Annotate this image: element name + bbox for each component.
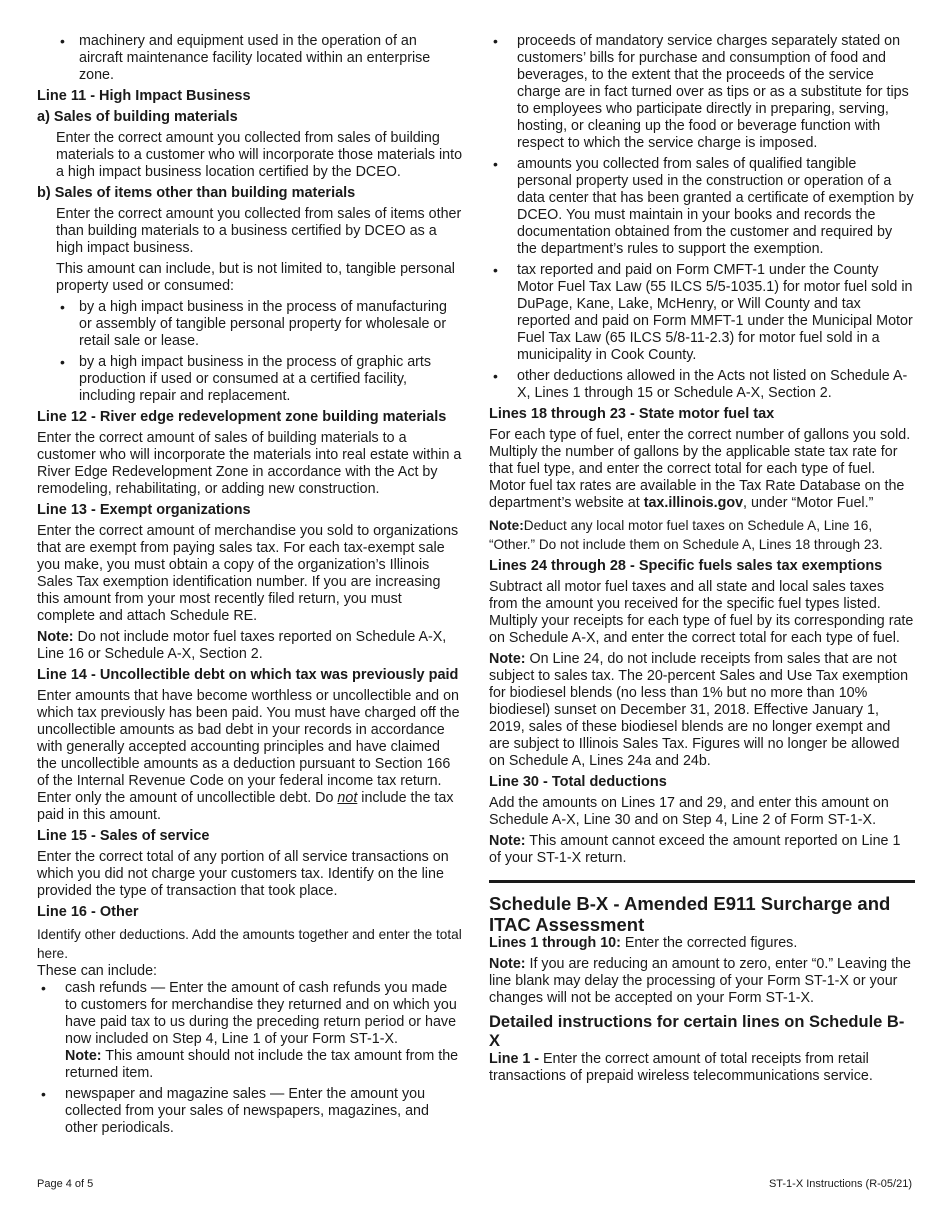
list-item: • tax reported and paid on Form CMFT-1 under the County Motor Fuel Tax Law (55 ILCS 5/5-1035.1) for motor fuel sold in DuPage, Kane, Lake, McHenry, or Will County and tax reported and paid on Form MMFT-1 under the Municipal Motor Fuel Tax Law (65 ILCS 5/8-11-2.3) for motor fuel sold in a municipality in Cook County. xyxy=(489,262,915,364)
schedule-bx-heading: Schedule B-X - Amended E911 Surcharge and ITAC Assessment xyxy=(489,893,891,935)
line16-bullet-list xyxy=(37,980,463,1137)
section-divider xyxy=(489,880,915,883)
list-item: • by a high impact business in the process of manufacturing or assembly of tangible personal property for wholesale or retail sale or lease. xyxy=(37,299,463,350)
line16-text2: These can include: xyxy=(37,963,158,979)
line11b-text1: Enter the correct amount you collected from sales of items other than building materials to a business certified by DCEO as a high impact business. xyxy=(56,206,462,256)
line11-heading: Line 11 - High Impact Business xyxy=(37,88,251,104)
note-label: Note: xyxy=(489,833,526,849)
line13-note: Note: Do not include motor fuel taxes reported on Schedule A-X, Line 16 or Schedule A-X, Section 2. xyxy=(37,629,447,662)
line15-heading: Line 15 - Sales of service xyxy=(37,828,210,844)
website-link[interactable]: tax.illinois.gov xyxy=(643,495,744,511)
line11a-heading: a) Sales of building materials xyxy=(37,109,238,125)
line16-heading: Line 16 - Other xyxy=(37,904,139,920)
line15-text: Enter the correct total of any portion of all service transactions on which you did not charge your customers tax. Identify on the line provided the type of transaction that took place. xyxy=(37,849,449,899)
line1-label: Line 1 - xyxy=(489,1051,540,1067)
schedule-bx-note: Note: If you are reducing an amount to zero, enter “0.” Leaving the line blank may delay the processing of your Form ST-1-X or your changes will not be accepted on your Form ST-1-X. xyxy=(489,956,911,1006)
emphasis: not xyxy=(337,790,358,806)
line1-text: Line 1 - Enter the correct amount of total receipts from retail transactions of prepaid wireless telecommunications service. xyxy=(489,1051,873,1084)
line16-text1: Identify other deductions. Add the amounts together and enter the total here. xyxy=(37,927,462,961)
detailed-instructions-heading: Detailed instructions for certain lines on Schedule B-X xyxy=(489,1013,905,1050)
list-item: • proceeds of mandatory service charges separately stated on customers’ bills for purchase and consumption of food and beverages, to the extent that the proceeds of the service charge are in fact turned over as tips or as a substitute for tips to employees who participate directly in preparing, serving, hosting, or cleaning up the food or beverage function with respect to which the service charge is imposed. xyxy=(489,33,915,152)
line11b-heading: b) Sales of items other than building materials xyxy=(37,185,356,201)
note-label: Note: xyxy=(65,1048,102,1064)
list-item: • other deductions allowed in the Acts not listed on Schedule A-X, Lines 1 through 15 or Schedule A-X, Section 2. xyxy=(489,368,915,402)
line30-text: Add the amounts on Lines 17 and 29, and enter this amount on Schedule A-X, Line 30 and on Step 4, Line 2 of Form ST-1-X. xyxy=(489,795,889,828)
line13-heading: Line 13 - Exempt organizations xyxy=(37,502,251,518)
note-label: Note: xyxy=(489,651,526,667)
line13-text: Enter the correct amount of merchandise you sold to organizations that are exempt from paying sales tax. For each tax-exempt sale you make, you must obtain a copy of the organization’s Illinois Sales Tax exemption identification number. If you are increasing this amount from your most recently filed return, you must complete and attach Schedule RE. xyxy=(37,523,459,624)
lines-label: Lines 1 through 10: xyxy=(489,935,621,951)
list-item: • newspaper and magazine sales — Enter the amount you collected from your sales of newspapers, magazines, and other periodicals. xyxy=(37,1086,463,1137)
line11b-bullet-list xyxy=(37,299,463,405)
lines18-23-text: For each type of fuel, enter the correct number of gallons you sold. Multiply the number of gallons by the applicable state tax rate for that fuel type, and enter the correct total for each type of fuel. Motor fuel tax rates are available in the Tax Rate Database on the department’s website at tax.illinois.gov, under “Motor Fuel.” xyxy=(489,427,911,511)
lines24-28-heading: Lines 24 through 28 - Specific fuels sales tax exemptions xyxy=(489,558,883,574)
list-item: • amounts you collected from sales of qualified tangible personal property used in the construction or operation of a data center that has been granted a certificate of exemption by DCEO. You must maintain in your books and records the documentation obtained from the customer and required by the department’s rules to support the exemption. xyxy=(489,156,915,258)
line11a-text: Enter the correct amount you collected from sales of building materials to a customer who will incorporate those materials into a high impact business location certified by the DCEO. xyxy=(56,130,463,180)
line11b-text2: This amount can include, but is not limited to, tangible personal property used or consumed: xyxy=(56,261,455,294)
form-id: ST-1-X Instructions (R-05/21) xyxy=(768,1178,912,1190)
right-column xyxy=(489,33,915,1085)
note-label: Note: xyxy=(489,956,526,972)
top-bullet-list xyxy=(37,33,463,84)
note-label: Note: xyxy=(489,518,524,533)
list-item: • by a high impact business in the process of graphic arts production if used or consumed at a certified facility, including repair and replacement. xyxy=(37,354,463,405)
list-item: • machinery and equipment used in the operation of an aircraft maintenance facility located within an enterprise zone. xyxy=(37,33,463,84)
line14-text: Enter amounts that have become worthless or uncollectible and on which tax previously has been paid. You must have charged off the uncollectible amounts as bad debt in your records in accordance with generally accepted accounting principles and have claimed the uncollectible amounts as a deduction pursuant to Section 166 of the Internal Revenue Code on your federal income tax return. Enter only the amount of uncollectible debt. Do not include the tax paid in this amount. xyxy=(37,688,460,823)
left-column xyxy=(37,33,463,1137)
lines18-23-heading: Lines 18 through 23 - State motor fuel tax xyxy=(489,406,775,422)
list-item: • cash refunds — Enter the amount of cash refunds you made to customers for merchandise they returned and on which you have paid tax to us during the preceding return period or have now included on Step 4, Line 1 of your Form ST-1-X. Note: This amount should not include the tax amount from the returned item. xyxy=(37,980,463,1082)
line30-heading: Line 30 - Total deductions xyxy=(489,774,667,790)
line12-text: Enter the correct amount of sales of building materials to a customer who will incorporate the materials into real estate within a River Edge Redevelopment Zone in accordance with the Act by remodeling, rehabilitating, or adding new construction. xyxy=(37,430,462,497)
lines18-23-note: Note:Deduct any local motor fuel taxes on Schedule A, Line 16, “Other.” Do not include them on Schedule A, Lines 18 through 23. xyxy=(489,518,883,552)
schedule-bx-lines: Lines 1 through 10: Enter the corrected figures. xyxy=(489,935,798,951)
other-deductions-bullet-list xyxy=(489,33,915,402)
note-label: Note: xyxy=(37,629,74,645)
lines24-28-text: Subtract all motor fuel taxes and all state and local sales taxes from the amount you received for the specific fuel types listed. Multiply your receipts for each type of fuel by its corresponding rate on Schedule A-X, and enter the correct total for each type of fuel. xyxy=(489,579,914,646)
lines24-28-note: Note: On Line 24, do not include receipts from sales that are not subject to sales tax. The 20-percent Sales and Use Tax exemption for biodiesel blends (no less than 1% but no more than 10% biodiesel) sunset on December 31, 2018. Effective January 1, 2019, sales of these biodiesel blends are no longer exempt and are subject to Illinois Sales Tax. Figures will no longer be allowed on Schedule A, Lines 24a and 24b. xyxy=(489,651,909,769)
line30-note: Note: This amount cannot exceed the amount reported on Line 1 of your ST-1-X return. xyxy=(489,833,901,866)
page-number: Page 4 of 5 xyxy=(37,1178,94,1190)
line12-heading: Line 12 - River edge redevelopment zone building materials xyxy=(37,409,447,425)
line14-heading: Line 14 - Uncollectible debt on which tax was previously paid xyxy=(37,667,459,683)
